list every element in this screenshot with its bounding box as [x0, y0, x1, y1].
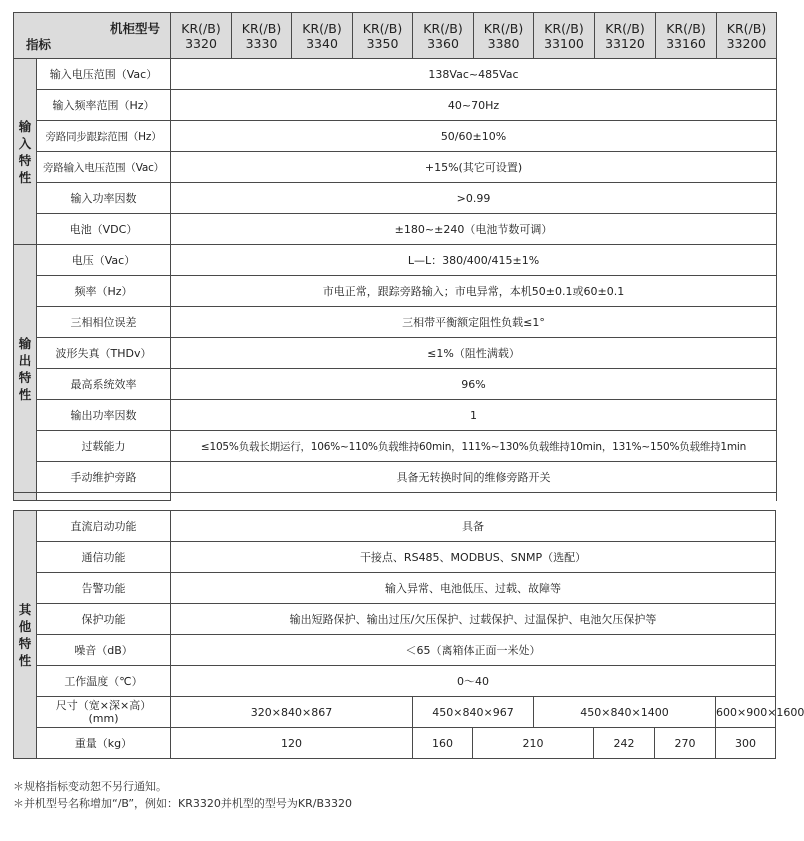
spec-label: 输入电压范围（Vac） — [37, 59, 171, 90]
spec-row — [14, 542, 776, 573]
model-header — [292, 13, 353, 59]
spec-row — [14, 635, 776, 666]
spec-label: 保护功能 — [37, 604, 171, 635]
spec-label: 三相相位误差 — [37, 307, 171, 338]
model-line2: 33200 — [726, 35, 767, 51]
model-line1: KR(/B) — [362, 20, 403, 36]
spec-row — [14, 121, 777, 152]
spec-row — [14, 59, 777, 90]
weight-value: 160 — [413, 728, 473, 759]
model-header — [413, 13, 474, 59]
spec-row — [14, 573, 776, 604]
model-line1: KR(/B) — [181, 20, 221, 36]
category-char: 性 — [18, 386, 32, 402]
spec-label: 直流启动功能 — [37, 511, 171, 542]
spec-label: 输入功率因数 — [37, 183, 171, 214]
spec-value: ＜65（离箱体正面一米处） — [171, 635, 776, 666]
spec-value: 0～40 — [171, 666, 776, 697]
spec-value: +15%(其它可设置) — [171, 152, 777, 183]
model-header — [595, 13, 656, 59]
weight-value: 120 — [171, 728, 413, 759]
category-char: 特 — [18, 369, 32, 385]
model-header — [474, 13, 534, 59]
spec-row — [14, 90, 777, 121]
model-line2: 3340 — [306, 35, 338, 51]
spec-value: 市电正常，跟踪旁路输入；市电异常，本机50±0.1或60±0.1 — [171, 276, 777, 307]
spec-value: L—L：380/400/415±1% — [171, 245, 777, 276]
weight-row — [14, 728, 776, 759]
header-row — [14, 13, 777, 59]
footnotes — [13, 778, 352, 812]
spec-row — [14, 511, 776, 542]
model-line1: KR(/B) — [483, 20, 524, 36]
model-header — [232, 13, 292, 59]
model-line2: 3360 — [427, 35, 459, 51]
category-char: 输 — [18, 335, 32, 351]
spec-label: 输入频率范围（Hz） — [37, 90, 171, 121]
weight-value: 210 — [473, 728, 594, 759]
spec-row — [14, 369, 777, 400]
spec-label: 输出功率因数 — [37, 400, 171, 431]
category-char: 性 — [18, 169, 32, 185]
header-corner-cell — [14, 13, 171, 59]
model-line1: KR(/B) — [241, 20, 282, 36]
spec-value: 1 — [171, 400, 777, 431]
size-value: 600×900×1600 — [716, 697, 776, 728]
model-line2: 3380 — [487, 35, 520, 51]
size-label — [37, 697, 171, 728]
model-line1: KR(/B) — [605, 20, 645, 36]
spec-label: 电池（VDC） — [37, 214, 171, 245]
spec-value: 具备无转换时间的维修旁路开关 — [171, 462, 777, 493]
value-stub — [171, 493, 777, 501]
footnote: ＊规格指标变动恕不另行通知。 — [13, 780, 167, 793]
spec-table-other — [13, 510, 804, 759]
label-stub — [37, 493, 171, 501]
spec-value: 50/60±10% — [171, 121, 777, 152]
model-line2: 3320 — [185, 35, 217, 51]
spec-label: 过载能力 — [37, 431, 171, 462]
model-line1: KR(/B) — [726, 20, 767, 36]
spec-value: 三相带平衡额定阻性负载≤1° — [171, 307, 777, 338]
model-line1: KR(/B) — [544, 20, 584, 36]
spec-label: 工作温度（℃） — [37, 666, 171, 697]
spec-value: 输入异常、电池低压、过载、故障等 — [171, 573, 776, 604]
weight-value: 242 — [594, 728, 655, 759]
weight-label: 重量（kg） — [37, 728, 171, 759]
model-header — [717, 13, 777, 59]
size-value: 320×840×867 — [171, 697, 413, 728]
model-line1: KR(/B) — [666, 20, 706, 36]
spec-row — [14, 276, 777, 307]
size-row — [14, 697, 776, 728]
spec-label: 波形失真（THDv） — [37, 338, 171, 369]
corner-model-label: 机柜型号 — [109, 21, 160, 36]
size-value: 450×840×1400 — [534, 697, 716, 728]
spec-row — [14, 307, 777, 338]
model-header — [353, 13, 413, 59]
model-line1: KR(/B) — [423, 20, 463, 36]
spec-value: 输出短路保护、输出过压/欠压保护、过载保护、过温保护、电池欠压保护等 — [171, 604, 776, 635]
model-line2: 33100 — [544, 35, 584, 51]
category-char: 特 — [18, 152, 32, 168]
category-char: 他 — [18, 618, 32, 634]
model-line2: 33120 — [605, 35, 645, 51]
spec-value: 具备 — [171, 511, 776, 542]
spec-label: 通信功能 — [37, 542, 171, 573]
spec-label: 电压（Vac） — [37, 245, 171, 276]
spec-row — [14, 462, 777, 493]
category-other — [14, 511, 37, 759]
spec-table-main — [13, 12, 777, 501]
corner-indicator-label: 指标 — [26, 37, 52, 52]
model-header — [171, 13, 232, 59]
spec-row — [14, 183, 777, 214]
spacer-row — [14, 493, 777, 501]
footnote: ＊并机型号名称增加“/B”，例如：KR3320并机型的型号为KR/B3320 — [13, 797, 353, 810]
spec-value: ≤105%负载长期运行，106%~110%负载维持60min，111%~130%负载维持10min，131%~150%负载维持1min — [171, 431, 777, 462]
spec-label: 最高系统效率 — [37, 369, 171, 400]
weight-value: 270 — [655, 728, 716, 759]
spec-value: 干接点、RS485、MODBUS、SNMP（选配） — [171, 542, 776, 573]
spec-row — [14, 431, 777, 462]
size-value: 450×840×967 — [413, 697, 534, 728]
spec-value: 138Vac~485Vac — [171, 59, 777, 90]
category-char: 其 — [18, 601, 32, 617]
spec-row — [14, 666, 776, 697]
category-output — [14, 245, 37, 493]
spec-value: ≤1%（阻性满载） — [171, 338, 777, 369]
model-header — [534, 13, 595, 59]
model-line2: 33160 — [666, 35, 706, 51]
spec-label: 频率（Hz） — [37, 276, 171, 307]
spec-label: 告警功能 — [37, 573, 171, 604]
category-char: 入 — [18, 135, 32, 151]
weight-value: 300 — [716, 728, 776, 759]
size-label-line2: (mm) — [88, 712, 119, 725]
category-char: 特 — [18, 635, 32, 651]
category-char: 出 — [18, 352, 32, 368]
spec-label: 旁路输入电压范围（Vac） — [37, 152, 171, 183]
model-line1: KR(/B) — [302, 20, 342, 36]
spec-label: 旁路同步跟踪范围（Hz） — [37, 121, 171, 152]
spec-value: >0.99 — [171, 183, 777, 214]
spec-label: 手动维护旁路 — [37, 462, 171, 493]
spec-value: 40~70Hz — [171, 90, 777, 121]
size-label-line1: 尺寸（宽×深×高） — [55, 699, 152, 712]
model-header — [656, 13, 717, 59]
spec-row — [14, 604, 776, 635]
category-input — [14, 59, 37, 245]
spec-value: ±180~±240（电池节数可调） — [171, 214, 777, 245]
spec-row — [14, 152, 777, 183]
spec-row — [14, 245, 777, 276]
model-line2: 3350 — [366, 35, 399, 51]
spec-row — [14, 214, 777, 245]
spec-row — [14, 338, 777, 369]
model-line2: 3330 — [245, 35, 278, 51]
spec-row — [14, 400, 777, 431]
category-char: 输 — [18, 118, 32, 134]
category-stub — [14, 493, 37, 501]
category-char: 性 — [18, 652, 32, 668]
spec-label: 噪音（dB） — [37, 635, 171, 666]
spec-value: 96% — [171, 369, 777, 400]
